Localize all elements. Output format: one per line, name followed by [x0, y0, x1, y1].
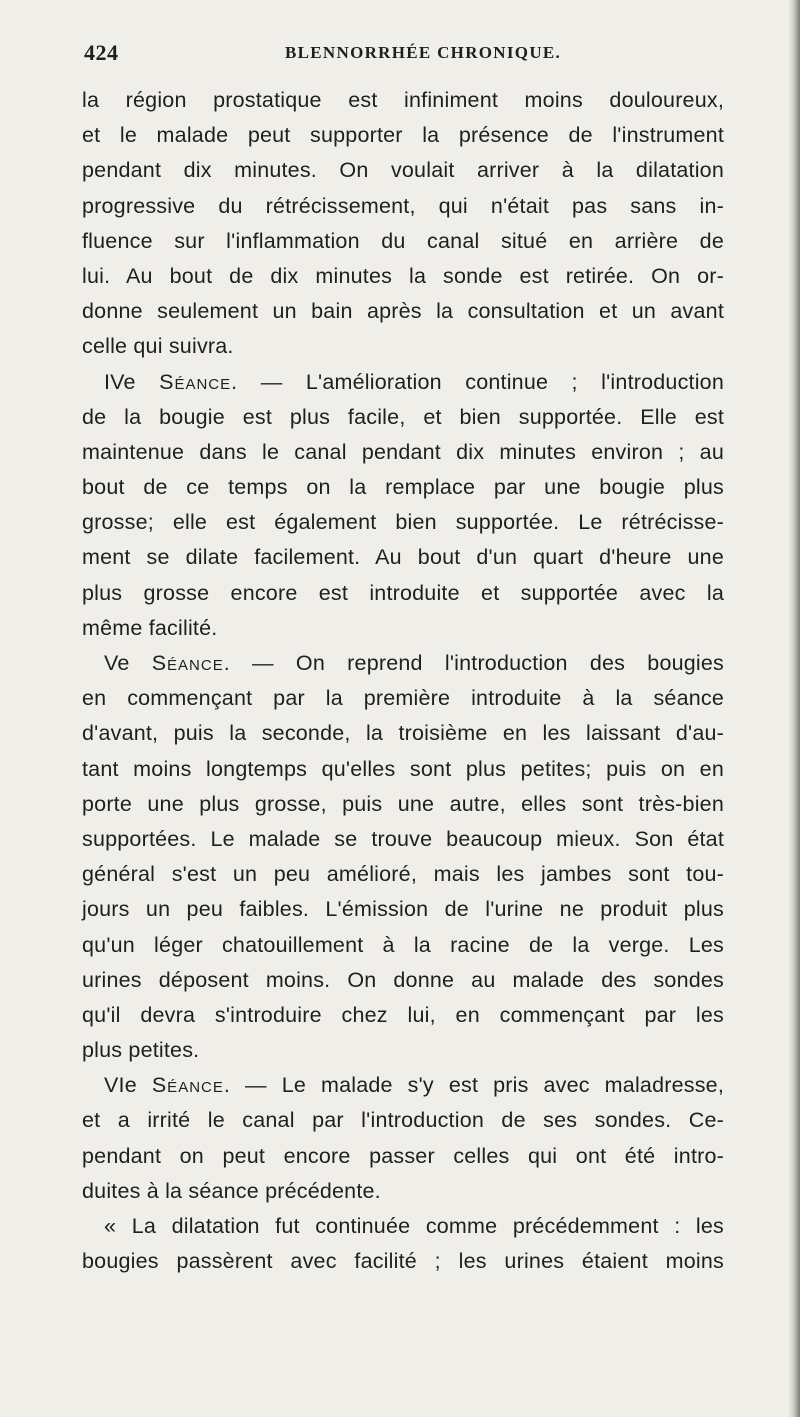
seance-heading-line: IVe Séance. — L'amélioration continue ; l'introduction: [104, 369, 724, 394]
text-line: fluence sur l'inflammation du canal situé en arrière de: [82, 228, 724, 253]
text-line: plus grosse encore est introduite et supportée avec la: [82, 580, 724, 605]
text-line: progressive du rétrécissement, qui n'était pas sans in-: [82, 193, 724, 218]
text-line: même facilité.: [82, 615, 218, 640]
seance-label: Séance: [151, 651, 224, 675]
text-line: ment se dilate facilement. Au bout d'un quart d'heure une: [82, 545, 724, 570]
text-line: lui. Au bout de dix minutes la sonde est retirée. On or-: [82, 263, 724, 288]
seance-label: Séance: [151, 1073, 224, 1098]
text-line: qu'il devra s'introduire chez lui, en commençant par les: [82, 1002, 724, 1027]
text-line: tant moins longtemps qu'elles sont plus petites; puis on en: [82, 756, 724, 781]
text-line: jours un peu faibles. L'émission de l'urine ne produit plus: [82, 897, 724, 922]
text-line: pendant dix minutes. On voulait arriver à la dilatation: [82, 158, 724, 183]
body-text: [82, 83, 724, 1279]
text-line: de la bougie est plus facile, et bien supportée. Elle est: [82, 404, 724, 429]
text-line: et a irrité le canal par l'introduction de ses sondes. Ce-: [82, 1108, 724, 1133]
page-number: 424: [84, 40, 119, 65]
text-line: bout de ce temps on la remplace par une bougie plus: [82, 475, 724, 500]
text-line: pendant on peut encore passer celles qui ont été intro-: [82, 1143, 724, 1168]
text-line: général s'est un peu amélioré, mais les jambes sont tou-: [82, 862, 724, 887]
seance-number: Ve: [104, 651, 152, 675]
text-line: maintenue dans le canal pendant dix minutes environ ; au: [82, 439, 724, 464]
text-line: donne seulement un bain après la consultation et un avant: [82, 299, 724, 324]
seance-number: IVe: [104, 369, 160, 394]
text-line: plus petites.: [82, 1038, 200, 1063]
seance-heading-line: Ve Séance. — On reprend l'introduction des bougies: [104, 651, 725, 675]
text-line: et le malade peut supporter la présence de l'instrument: [82, 123, 724, 148]
text-line: urines déposent moins. On donne au malade des sondes: [82, 967, 724, 992]
text-line: grosse; elle est également bien supportée. Le rétrécisse-: [82, 510, 724, 535]
text-line: la région prostatique est infiniment moins douloureux,: [82, 88, 724, 112]
text-line: celle qui suivra.: [82, 334, 234, 359]
text-line: supportées. Le malade se trouve beaucoup mieux. Son état: [82, 826, 724, 851]
text-line: d'avant, puis la seconde, la troisième en les laissant d'au-: [82, 721, 724, 746]
page-edge-shadow: [788, 0, 800, 1417]
seance-label: Séance: [159, 369, 232, 394]
seance-number: VIe: [104, 1073, 152, 1098]
page-header: [80, 40, 722, 68]
text-line: bougies passèrent avec facilité ; les urines étaient moins: [82, 1249, 724, 1274]
quote-line: « La dilatation fut continuée comme précédemment : les: [104, 1214, 724, 1238]
running-title: BLENNORRHÉE CHRONIQUE.: [285, 43, 562, 62]
text-line: duites à la séance précédente.: [82, 1178, 381, 1203]
text-line: porte une plus grosse, puis une autre, elles sont très-bien: [82, 791, 724, 816]
seance-heading-line: VIe Séance. — Le malade s'y est pris avec maladresse,: [104, 1073, 724, 1098]
text-line: en commençant par la première introduite à la séance: [82, 686, 724, 711]
text-line: qu'un léger chatouillement à la racine de la verge. Les: [82, 932, 724, 957]
